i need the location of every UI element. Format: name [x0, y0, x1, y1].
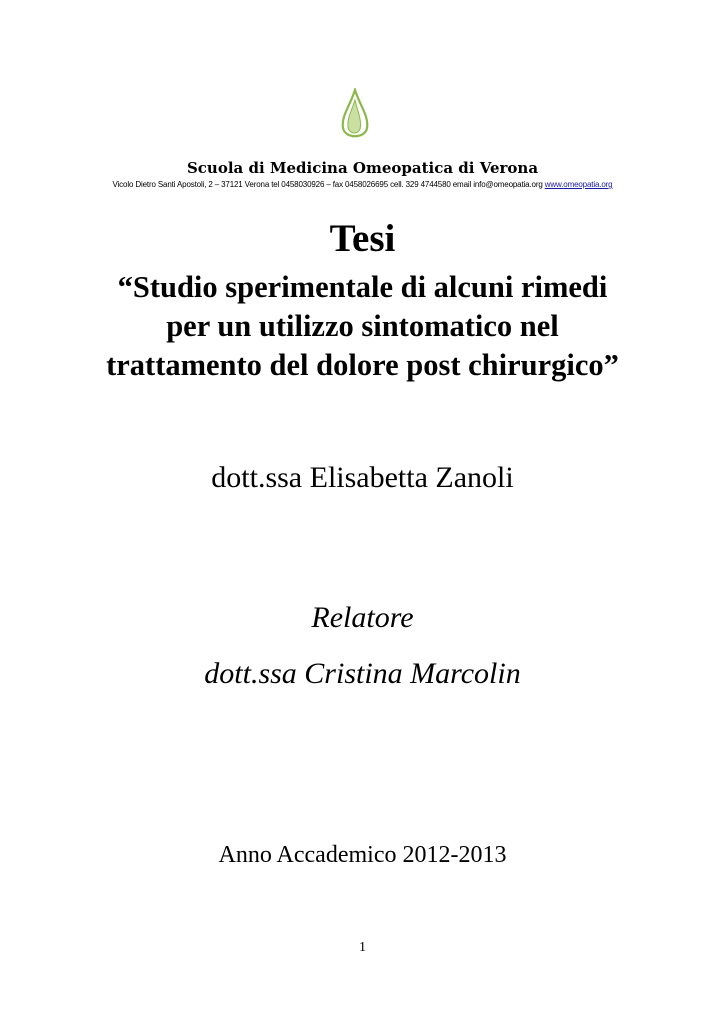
thesis-title-line: trattamento del dolore post chirurgico”	[106, 348, 619, 382]
academic-year: Anno Accademico 2012-2013	[218, 842, 507, 868]
author-name: dott.ssa Elisabetta Zanoli	[211, 461, 514, 494]
advisor-name: dott.ssa Cristina Marcolin	[204, 657, 521, 690]
contact-line	[0, 180, 725, 190]
page-number: 1	[359, 940, 366, 955]
school-name: Scuola di Medicina Omeopatica di Verona	[186, 159, 539, 177]
thesis-title	[40, 268, 685, 385]
advisor-label: Relatore	[311, 601, 414, 634]
document-type-heading: Tesi	[329, 217, 396, 260]
thesis-title-line: “Studio sperimentale di alcuni rimedi	[117, 270, 608, 304]
thesis-title-line: per un utilizzo sintomatico nel	[166, 309, 559, 343]
website-link[interactable]: www.omeopatia.org	[544, 180, 613, 189]
contact-details: Vicolo Dietro Santi Apostoli, 2 – 37121 Verona tel 0458030926 – fax 0458026695 cell. 329 4744580 email info@omeopatia.org	[112, 180, 545, 189]
green-drop-icon	[338, 88, 372, 144]
